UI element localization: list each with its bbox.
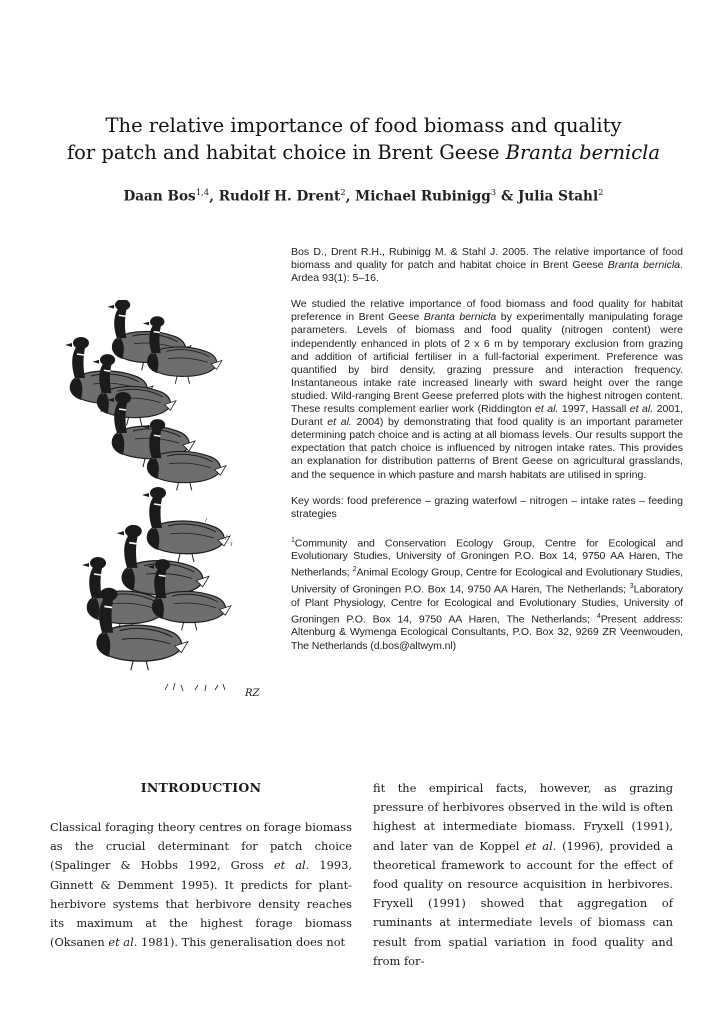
intro-column-right — [373, 779, 673, 971]
author-2-affil: 2 — [340, 188, 346, 198]
intro-paragraph — [373, 779, 673, 971]
author-separator: , — [209, 188, 219, 205]
section-heading-introduction: INTRODUCTION — [140, 780, 262, 795]
body-text: 1993, Ginnett & Demment 1995). It predicts for plant-herbivore systems that herbivore density reaches its maximum at the highest forage biomass (Oksanen — [50, 858, 352, 950]
keywords: Key words: food preference – grazing waterfowl – nitrogen – intake rates – feeding strategies — [291, 494, 683, 520]
intro-paragraph — [50, 818, 352, 952]
affiliations — [291, 534, 683, 653]
author-4: Julia Stahl — [517, 188, 599, 205]
citation — [291, 246, 683, 285]
body-text: Classical foraging theory centres on forage biomass as the crucial determinant for patch choice (Spalinger & Hobbs 1992, Gross — [50, 820, 352, 873]
abstract-text: by experimentally manipulating forage parameters. Levels of biomass and food quality (nitrogen content) were independently enhanced in plots of 2 x 6 m by temporary exclusion from grazing and addition of artificial fertiliser in a full-factorial experiment. Preference was quantified by bird density, grazing pressure and interaction frequency. Instantaneous intake rate increased linearly with sward height over the range studied. Wild-ranging Brent Geese preferred plots with the highest nitrogen content. These results complement earlier work (Riddington — [291, 311, 683, 416]
author-2: Rudolf H. Drent — [218, 188, 341, 205]
title-species: Branta bernicla — [505, 141, 661, 164]
artist-signature: RZ — [245, 688, 260, 699]
title-line-2-text: for patch and habitat choice in Brent Geese — [66, 141, 506, 164]
author-1-affil: 1,4 — [195, 188, 210, 198]
body-text: fit the empirical facts, however, as grazing pressure of herbivores observed in the wild is often highest at intermediate biomass. Fryxell (1991), and later van de Koppel — [373, 781, 673, 853]
author-separator: , — [345, 188, 356, 205]
abstract-text: We studied the relative importance of food biomass and food quality for habitat preference in Brent Geese — [291, 298, 683, 324]
et-al: et al. — [327, 416, 352, 429]
abstract-text: 2004) by demonstrating that food quality is an important parameter determining patch choice and is acting at all biomass levels. Our results support the expectation that patch choice is influenced by nitrogen intake rates. This provides an explanation for distribution patterns of Brent Geese on agricultural grasslands, and the sequence in which pasture and marsh habitats are utilised in spring. — [291, 416, 683, 481]
et-al: et al. — [108, 935, 138, 950]
abstract-column — [291, 246, 683, 666]
affiliation-mark: 3 — [629, 583, 634, 591]
title-line-2 — [30, 139, 697, 166]
citation-species: Branta bernicla — [607, 259, 681, 272]
affiliation-text: Animal Ecology Group, Centre for Ecological and Evolutionary Studies, University of Groningen P.O. Box 14, 9750 AA Haren, The Netherlands; — [291, 567, 683, 596]
citation-text: Bos D., Drent R.H., Rubinigg M. & Stahl J. 2005. The relative importance of food biomass and quality for patch and habitat choice in Brent Geese — [291, 246, 683, 272]
abstract-text: 2001, Durant — [291, 403, 683, 429]
et-al: et al. — [273, 858, 310, 873]
goose-drawing — [142, 487, 230, 562]
abstract-species: Branta bernicla — [423, 311, 497, 324]
author-ampersand: & — [496, 188, 518, 205]
goose-drawing — [142, 419, 226, 490]
author-list — [30, 188, 697, 205]
affiliation-text: Laboratory of Plant Physiology, Centre for Ecological and Evolutionary Studies, University of Groningen P.O. Box 14, 9750 AA Haren, The Netherlands; — [291, 583, 683, 626]
et-al: et al. — [629, 403, 654, 416]
et-al: et al. — [535, 403, 559, 416]
author-4-affil: 2 — [598, 188, 604, 198]
citation-source: . Ardea 93(1): 5–16. — [291, 259, 683, 285]
intro-column-left — [50, 818, 352, 952]
abstract-text: 1997, Hassall — [558, 403, 630, 416]
affiliation-mark: 1 — [291, 536, 295, 544]
paper-title — [30, 112, 697, 166]
affiliation-mark: 4 — [596, 612, 601, 620]
body-text: 1981). This generalisation does not — [137, 935, 346, 950]
title-line-1: The relative importance of food biomass and quality — [105, 114, 622, 137]
goose-drawing — [143, 316, 222, 384]
geese-illustration — [55, 300, 283, 710]
affiliation-mark: 2 — [352, 566, 357, 574]
author-1: Daan Bos — [123, 188, 196, 205]
author-3: Michael Rubinigg — [355, 188, 491, 205]
abstract — [291, 298, 683, 481]
body-text: (1996), provided a theoretical framework to account for the effect of food quality on resource acquisition in herbivores. Fryxell (1991) showed that aggregation of ruminants at intermediate levels of biomass can result from spatial variation in food quality and from for- — [373, 838, 674, 968]
et-al: et al. — [525, 838, 557, 853]
author-3-affil: 3 — [490, 188, 497, 198]
grass-strokes — [165, 683, 225, 691]
affiliation-text: Community and Conservation Ecology Group, Centre for Ecological and Evolutionary Studies, University of Groningen P.O. Box 14, 9750 AA Haren, The Netherlands; — [291, 537, 683, 579]
affiliation-text: Present address: Altenburg & Wymenga Ecological Consultants, P.O. Box 32, 9269 ZR Veenwouden, The Netherlands (d.bos@altwym.nl) — [291, 613, 683, 652]
